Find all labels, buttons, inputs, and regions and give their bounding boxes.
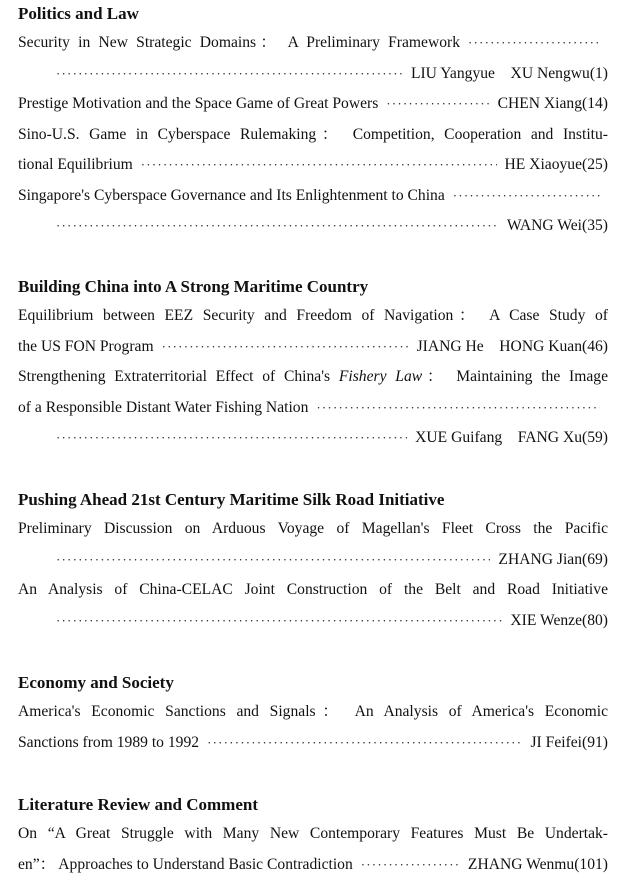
leader-dots bbox=[56, 423, 407, 454]
entry-author-page: HE Xiaoyue(25) bbox=[504, 156, 608, 173]
toc-entry-line[interactable] bbox=[18, 59, 608, 90]
law-title-italic: Fishery Law bbox=[338, 368, 423, 385]
toc-entry-line[interactable] bbox=[18, 575, 608, 606]
entry-author-page: CHEN Xiang(14) bbox=[497, 95, 608, 112]
section-title: Building China into A Strong Maritime Country bbox=[18, 277, 369, 296]
entry-author-page: LIU Yangyue XU Nengwu(1) bbox=[410, 64, 608, 82]
entry-title: On “A Great Struggle with Many New Contemporary Features Must Be Undertak- bbox=[18, 825, 608, 842]
entry-author-page: JIANG He HONG Kuan(46) bbox=[416, 337, 608, 355]
entry-title: Equilibrium between EEZ Security and Freedom of Navigation： A Case Study of bbox=[18, 307, 608, 324]
entry-title: tional Equilibrium bbox=[18, 156, 133, 173]
entry-title: Security in New Strategic Domains： A Preliminary Framework bbox=[18, 34, 460, 51]
entry-title: Preliminary Discussion on Arduous Voyage of Magellan's Fleet Cross the Pacific bbox=[18, 520, 608, 537]
leader-dots bbox=[361, 850, 460, 881]
toc-entry-line[interactable] bbox=[18, 181, 608, 212]
entry-author-page: ZHANG Wenmu(101) bbox=[467, 855, 608, 873]
toc-entry-line[interactable] bbox=[18, 697, 608, 728]
section-title: Literature Review and Comment bbox=[18, 795, 259, 814]
entry-title: Prestige Motivation and the Space Game of Great Powers bbox=[18, 95, 379, 112]
entry-title: Strengthening Extraterritorial Effect of China's Fishery Law： Maintaining the Image bbox=[18, 368, 608, 385]
leader-dots bbox=[56, 211, 499, 242]
toc-section-silk-road bbox=[18, 490, 608, 636]
entry-title: Sino-U.S. Game in Cyberspace Rulemaking： Competition, Cooperation and Institu- bbox=[18, 125, 608, 143]
toc-section-economy-society bbox=[18, 673, 608, 758]
toc-entry-line[interactable] bbox=[18, 28, 608, 59]
toc-entry-line[interactable] bbox=[18, 819, 608, 850]
section-title: Economy and Society bbox=[18, 673, 174, 692]
leader-dots bbox=[56, 545, 490, 576]
entry-title: en”： Approaches to Understand Basic Contradiction bbox=[18, 855, 353, 873]
toc-entry-line[interactable] bbox=[18, 89, 608, 120]
toc-entry-line[interactable] bbox=[18, 120, 608, 151]
toc-section-maritime-country bbox=[18, 277, 608, 454]
entry-title: An Analysis of China-CELAC Joint Construction of the Belt and Road Initiative bbox=[18, 581, 608, 598]
entry-author-page: XIE Wenze(80) bbox=[510, 611, 608, 629]
toc-entry-line[interactable] bbox=[18, 150, 608, 181]
entry-author-page: ZHANG Jian(69) bbox=[498, 550, 608, 568]
toc-entry-line[interactable] bbox=[18, 850, 608, 881]
toc-entry-line[interactable] bbox=[18, 301, 608, 332]
entry-author-page: JI Feifei(91) bbox=[530, 733, 608, 751]
leader-dots bbox=[56, 606, 502, 637]
leader-dots bbox=[56, 59, 403, 90]
leader-dots bbox=[468, 28, 600, 59]
toc-section-politics-law bbox=[18, 4, 608, 242]
entry-author-page: WANG Wei(35) bbox=[506, 217, 608, 234]
toc-section-literature-review bbox=[18, 795, 608, 880]
leader-dots bbox=[386, 89, 489, 120]
leader-dots bbox=[453, 181, 600, 212]
entry-title: America's Economic Sanctions and Signals： An Analysis of America's Economic bbox=[18, 703, 608, 720]
toc-entry-line[interactable] bbox=[18, 393, 608, 424]
leader-dots bbox=[207, 728, 522, 759]
toc-entry-line[interactable] bbox=[18, 545, 608, 576]
leader-dots bbox=[162, 332, 409, 363]
section-title: Pushing Ahead 21st Century Maritime Silk Road Initiative bbox=[18, 490, 445, 509]
entry-author-page: XUE Guifang FANG Xu(59) bbox=[415, 429, 608, 446]
toc-entry-line[interactable] bbox=[18, 362, 608, 393]
toc-entry-line[interactable] bbox=[18, 332, 608, 363]
entry-title: the US FON Program bbox=[18, 337, 154, 355]
toc-entry-line[interactable] bbox=[18, 211, 608, 242]
toc-entry-line[interactable] bbox=[18, 606, 608, 637]
toc-entry-line[interactable] bbox=[18, 423, 608, 454]
entry-title: Sanctions from 1989 to 1992 bbox=[18, 733, 200, 751]
toc-entry-line[interactable] bbox=[18, 514, 608, 545]
leader-dots bbox=[316, 393, 600, 424]
leader-dots bbox=[141, 150, 497, 181]
section-title: Politics and Law bbox=[18, 4, 139, 23]
entry-title: of a Responsible Distant Water Fishing Nation bbox=[18, 398, 309, 416]
toc-entry-line[interactable] bbox=[18, 728, 608, 759]
entry-title: Singapore's Cyberspace Governance and Its Enlightenment to China bbox=[18, 186, 445, 204]
